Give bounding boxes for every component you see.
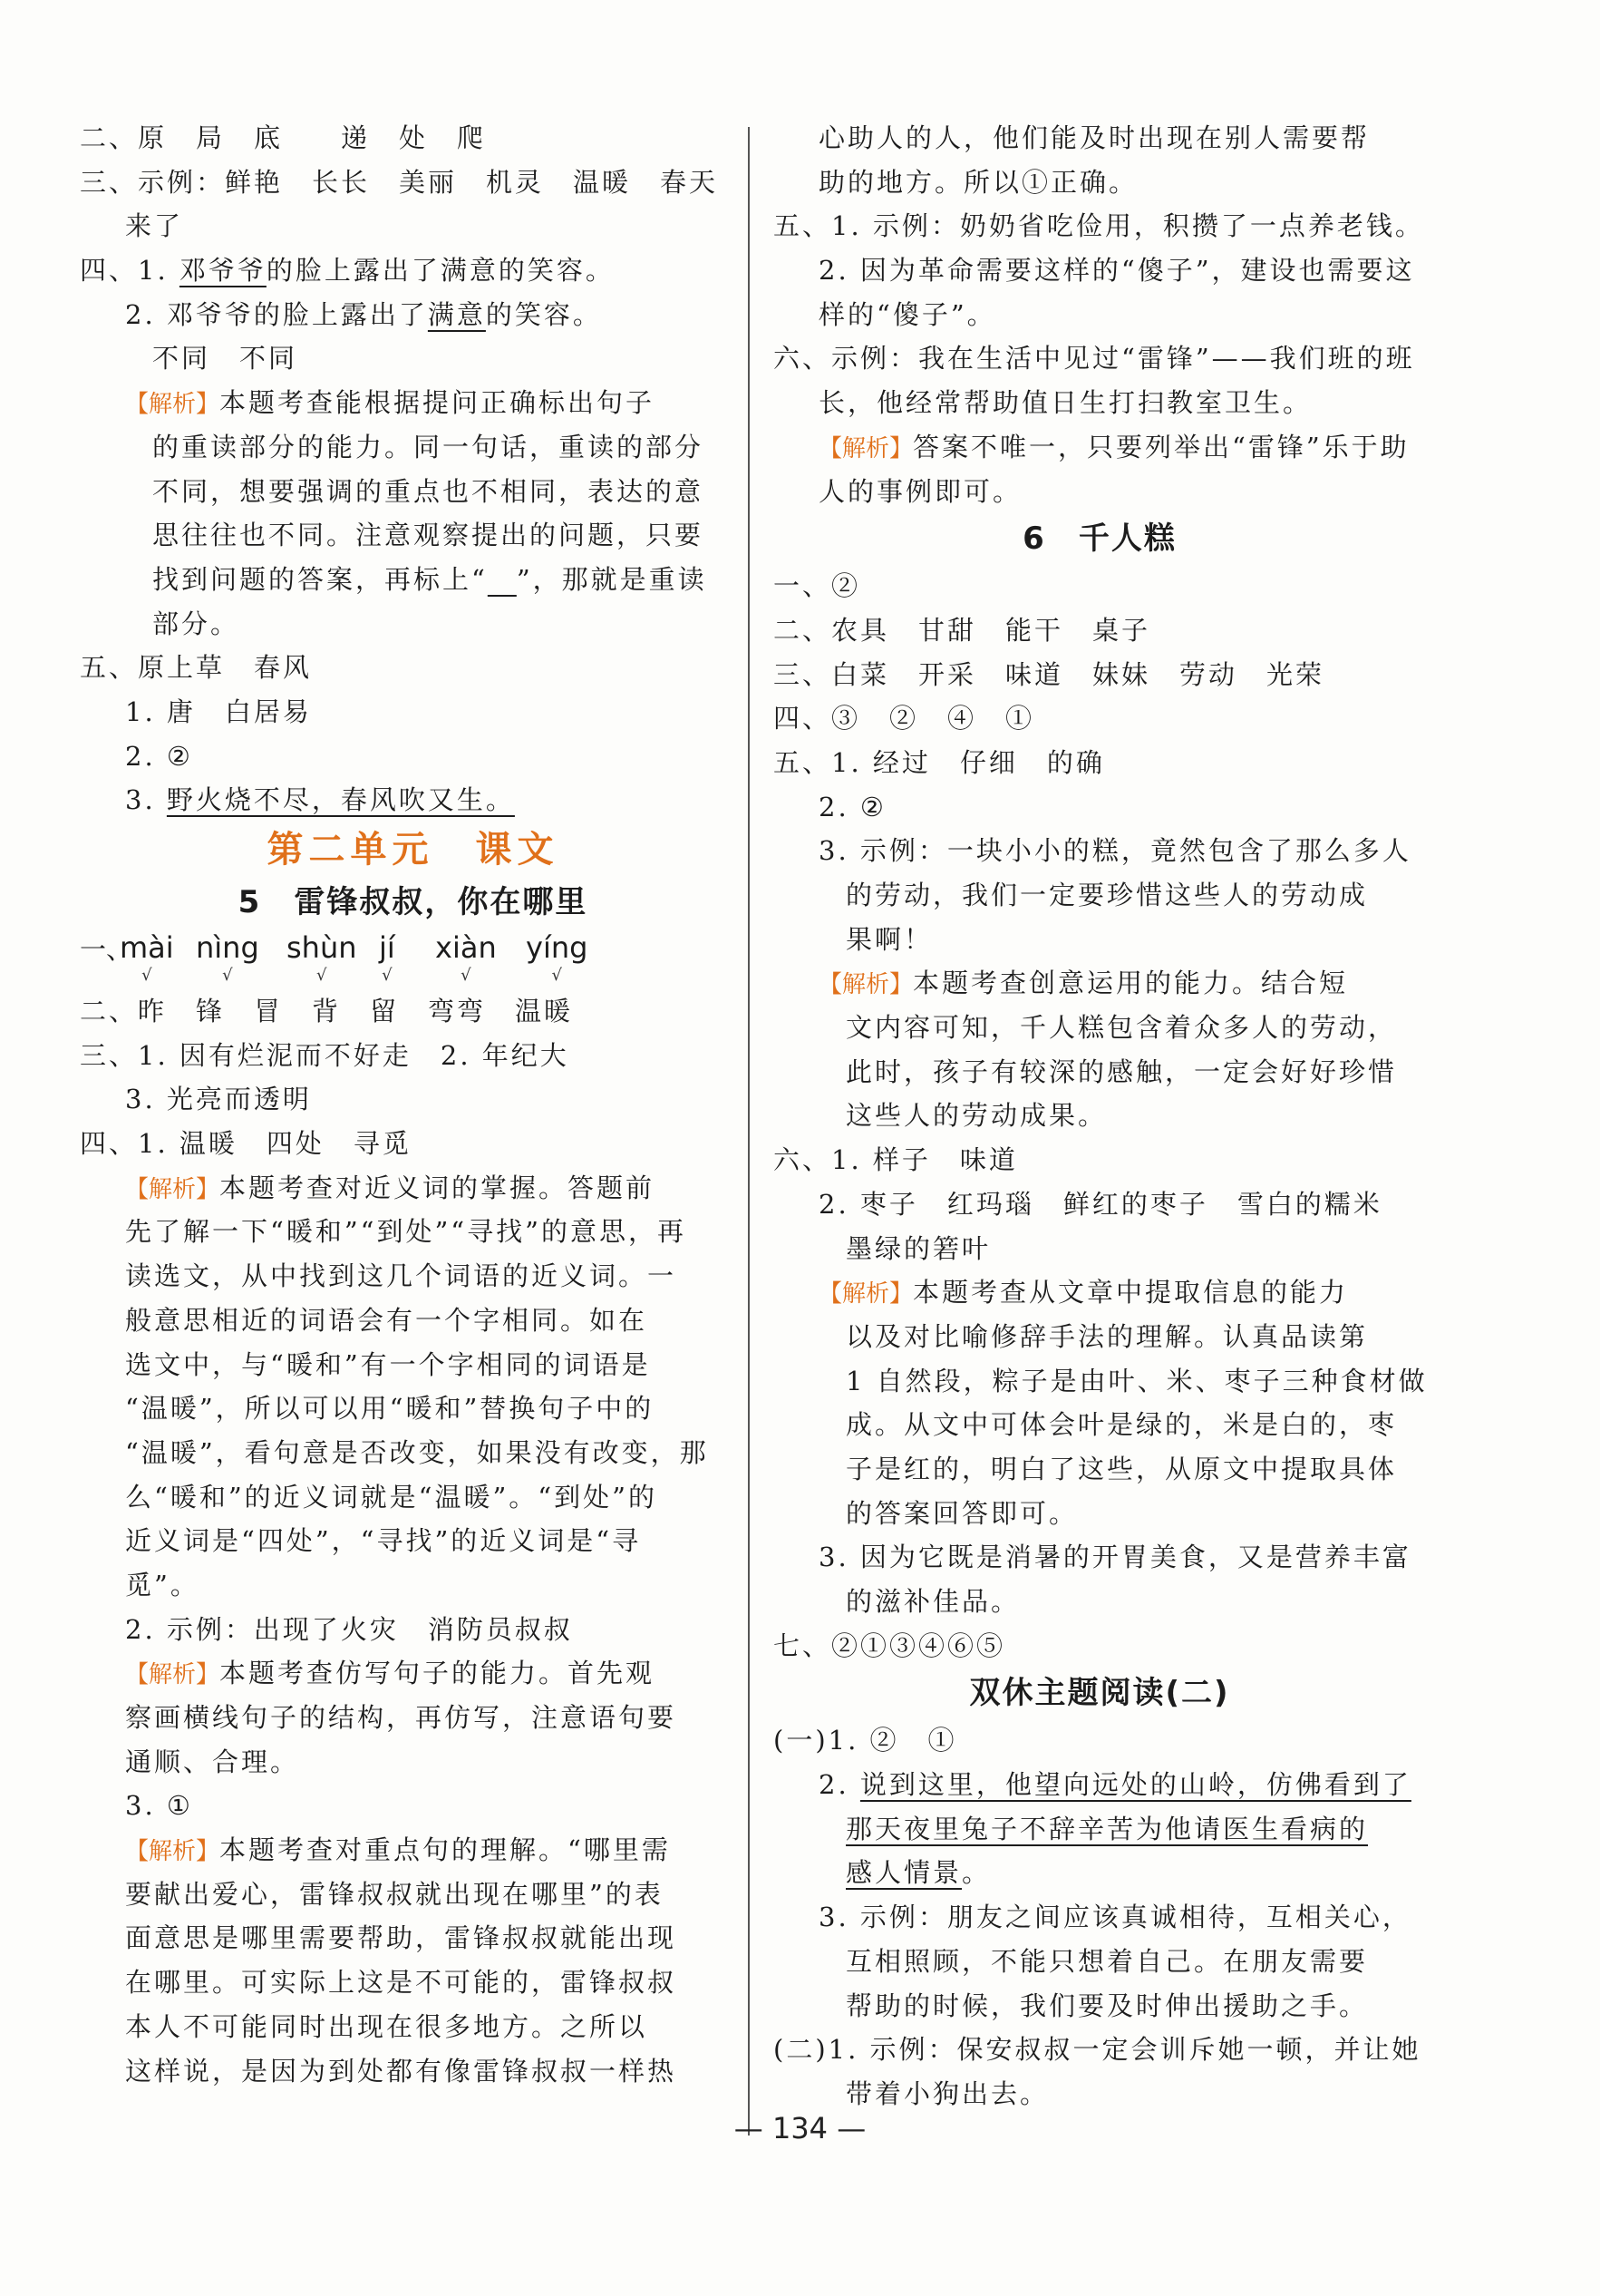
line-suffix: 的脸上露出了满意的笑容。: [266, 255, 615, 287]
answer-line: 带着小狗出去。: [846, 2077, 1050, 2109]
underline-mark: [488, 564, 517, 595]
answer-line: 三、1. 因有烂泥而不好走 2. 年纪大: [80, 1039, 569, 1071]
underlined-text: 那天夜里兔子不辞辛苦为他请医生看病的: [846, 1813, 1369, 1844]
analysis-line: 心助人的人，他们能及时出现在别人需要帮: [819, 122, 1371, 153]
analysis-tag: 【解析】: [125, 1175, 220, 1203]
analysis-line: 选文中，与“暖和”有一个字相同的词语是: [125, 1348, 651, 1380]
analysis-line: 通顺、合理。: [125, 1746, 300, 1777]
line-prefix: 3.: [125, 784, 167, 816]
analysis-line: 助的地方。所以①正确。: [819, 166, 1139, 198]
answer-line: 3. 示例：朋友之间应该真诚相待，互相关心，: [819, 1902, 1411, 1933]
analysis-tag: 【解析】: [819, 1280, 914, 1309]
analysis-tag: 【解析】: [125, 1838, 220, 1866]
answer-line: 3. 示例：一块小小的糕，竟然包含了那么多人: [819, 835, 1411, 867]
check-mark-icon: √: [461, 966, 471, 985]
pinyin-answer-row: [80, 928, 746, 989]
answer-line: 2. 示例：出现了火灾 消防员叔叔: [125, 1613, 573, 1645]
line-prefix: 四、1.: [80, 255, 179, 287]
question-number: 一、: [80, 934, 133, 965]
analysis-line: 近义词是“四处”，“寻找”的近义词是“寻: [125, 1525, 642, 1557]
analysis-line: 成。从文中可体会叶是绿的，米是白的，枣: [846, 1409, 1398, 1441]
analysis-line: 要献出爱心，雷锋叔叔就出现在哪里”的表: [125, 1878, 664, 1910]
reading-section-title: 双休主题阅读(二): [969, 1675, 1230, 1712]
analysis-line: 本人不可能同时出现在很多地方。之所以: [125, 2010, 648, 2042]
analysis-line: [773, 961, 1426, 1006]
analysis-line: 子是红的，明白了这些，从原文中提取具体: [846, 1453, 1398, 1484]
answer-line: (一)1. ② ①: [773, 1725, 957, 1756]
analysis-line: [80, 381, 746, 425]
answer-line: 三、白菜 开采 味道 妹妹 劳动 光荣: [773, 658, 1325, 690]
analysis-text: 本题考查创意运用的能力。结合短: [913, 968, 1349, 999]
answer-line: 五、1. 经过 仔细 的确: [773, 746, 1105, 778]
line-prefix: 2.: [819, 1769, 860, 1801]
line-suffix: 的笑容。: [485, 298, 602, 330]
analysis-line: 这些人的劳动成果。: [846, 1100, 1108, 1132]
analysis-line: 读选文，从中找到这几个词语的近义词。一: [125, 1260, 677, 1292]
answer-line: 的劳动，我们一定要珍惜这些人的劳动成: [846, 880, 1369, 910]
lesson-title: 6 千人糕: [1023, 520, 1177, 558]
answer-line: 果啊！: [846, 923, 934, 955]
analysis-line: 么“暖和”的近义词就是“温暖”。“到处”的: [125, 1481, 657, 1513]
answer-line: 帮助的时候，我们要及时伸出援助之手。: [846, 1990, 1369, 2021]
analysis-text: 本题考查从文章中提取信息的能力: [913, 1277, 1349, 1309]
analysis-line: 在哪里。可实际上这是不可能的，雷锋叔叔: [125, 1967, 677, 1999]
analysis-tag: 【解析】: [125, 1661, 220, 1689]
answer-line: 3. 光亮而透明: [125, 1084, 312, 1115]
pinyin-item: jí √: [379, 930, 395, 985]
analysis-line: 思往往也不同。注意观察提出的问题，只要: [152, 520, 704, 551]
answer-line: 2. 因为革命需要这样的“傻子”，建设也需要这: [819, 255, 1415, 287]
analysis-line: [80, 1828, 746, 1873]
analysis-line: 人的事例即可。: [819, 475, 1023, 507]
analysis-line: 的重读部分的能力。同一句话，重读的部分: [152, 431, 704, 462]
analysis-line: “温暖”，所以可以用“暖和”替换句子中的: [125, 1393, 655, 1425]
analysis-line: 觅”。: [125, 1569, 199, 1600]
answer-line: 五、原上草 春风: [80, 652, 313, 684]
answer-line: 2. 枣子 红玛瑙 鲜红的枣子 雪白的糯米: [819, 1188, 1382, 1220]
line-prefix: 找到问题的答案，再标上“: [152, 563, 488, 595]
analysis-tag: 【解析】: [819, 434, 914, 462]
analysis-line: [80, 1166, 746, 1211]
analysis-tag: 【解析】: [125, 391, 220, 419]
answer-line: 二、农具 甘甜 能干 桌子: [773, 614, 1151, 646]
analysis-line: “温暖”，看句意是否改变，如果没有改变，那: [125, 1436, 709, 1468]
answer-line: 二、昨 锋 冒 背 留 弯弯 温暖: [80, 996, 574, 1026]
answer-line: 四、③ ② ④ ①: [773, 703, 1035, 735]
answer-line: (二)1. 示例：保安叔叔一定会训斥她一顿，并让她: [773, 2034, 1421, 2066]
analysis-line: 部分。: [152, 608, 240, 639]
underlined-text: 野火烧不尽，春风吹又生。: [166, 784, 515, 816]
answer-line: 四、1. 温暖 四处 寻觅: [80, 1128, 412, 1160]
analysis-text: 本题考查仿写句子的能力。首先观: [219, 1658, 655, 1689]
check-mark-icon: √: [551, 966, 562, 985]
answer-line: 2. ②: [819, 791, 887, 822]
answer-line: [80, 778, 746, 822]
check-mark-icon: √: [316, 966, 327, 985]
answer-line: 五、1. 示例：奶奶省吃俭用，积攒了一点养老钱。: [773, 210, 1424, 242]
left-column: [80, 116, 746, 2093]
analysis-text: 本题考查对重点句的理解。“哪里需: [219, 1834, 671, 1866]
check-mark-icon: √: [141, 966, 152, 985]
analysis-line: 文内容可知，千人糕包含着众多人的劳动，: [846, 1012, 1398, 1044]
analysis-line: [80, 558, 746, 602]
analysis-tag: 【解析】: [819, 971, 914, 999]
line-suffix: 。: [962, 1857, 992, 1889]
analysis-line: 1 自然段，粽子是由叶、米、枣子三种食材做: [846, 1365, 1428, 1396]
answer-line: 六、示例：我在生活中见过“雷锋”——我们班的班: [773, 343, 1415, 375]
answer-line: 互相照顾，不能只想着自己。在朋友需要: [846, 1945, 1369, 1977]
analysis-line: 面意思是哪里需要帮助，雷锋叔叔就能出现: [125, 1922, 677, 1954]
analysis-line: 察画横线句子的结构，再仿写，注意语句要: [125, 1702, 677, 1733]
check-mark-icon: √: [222, 966, 233, 985]
right-column: [773, 116, 1426, 2116]
answer-line: 三、示例：鲜艳 长长 美丽 机灵 温暖 春天: [80, 166, 719, 198]
answer-line: [80, 293, 746, 337]
analysis-line: 以及对比喻修辞手法的理解。认真品读第: [846, 1320, 1369, 1352]
answer-line: 样的“傻子”。: [819, 298, 996, 330]
line-suffix: ”，那就是重读: [516, 563, 707, 595]
answer-line: 1. 唐 白居易: [125, 696, 312, 727]
answer-line: 不同 不同: [152, 343, 298, 375]
answer-line: [773, 1851, 1426, 1895]
answer-line: 一、②: [773, 570, 861, 602]
answer-line: 3. ①: [125, 1790, 193, 1822]
check-mark-icon: √: [382, 966, 393, 985]
answer-line: 七、②①③④⑥⑤: [773, 1630, 1006, 1661]
answer-line: 墨绿的箬叶: [846, 1232, 992, 1264]
analysis-text: 答案不唯一，只要列举出“雷锋”乐于助: [913, 431, 1410, 462]
answer-line: 的滋补佳品。: [846, 1586, 1021, 1617]
answer-line: [773, 1763, 1426, 1807]
pinyin-item: mài √: [120, 930, 174, 985]
page-number: — 134 —: [733, 2111, 867, 2145]
analysis-line: 的答案回答即可。: [846, 1497, 1079, 1529]
underlined-text: 满意: [427, 298, 486, 330]
analysis-line: [773, 425, 1426, 470]
answer-line: [80, 248, 746, 293]
answer-line: 2. ②: [125, 740, 193, 772]
pinyin-item: nìng √: [196, 930, 259, 985]
pinyin-item: yíng √: [526, 930, 588, 985]
analysis-line: 这样说，是因为到处都有像雷锋叔叔一样热: [125, 2055, 677, 2087]
analysis-line: 先了解一下“暖和”“到处”“寻找”的意思，再: [125, 1216, 686, 1248]
analysis-line: 此时，孩子有较深的感触，一定会好好珍惜: [846, 1056, 1398, 1087]
answer-line: 长，他经常帮助值日生打扫教室卫生。: [819, 387, 1313, 419]
answer-line: 来了: [125, 210, 184, 242]
answer-line: 六、1. 样子 味道: [773, 1144, 1018, 1176]
answer-line: [773, 1807, 1426, 1852]
analysis-text: 本题考查对近义词的掌握。答题前: [219, 1172, 655, 1203]
underlined-text: 感人情景: [846, 1857, 963, 1889]
pinyin-item: xiàn √: [435, 930, 497, 985]
pinyin-item: shùn √: [286, 930, 357, 985]
line-prefix: 2. 邓爷爷的脸上露出了: [125, 298, 428, 330]
analysis-line: [80, 1651, 746, 1696]
underlined-text: 说到这里，他望向远处的山岭，仿佛看到了: [859, 1769, 1411, 1801]
answer-line: 3. 因为它既是消暑的开胃美食，又是营养丰富: [819, 1542, 1411, 1573]
analysis-line: 般意思相近的词语会有一个字相同。如在: [125, 1304, 648, 1336]
lesson-title: 5 雷锋叔叔，你在哪里: [238, 884, 588, 920]
column-divider: [748, 127, 750, 2135]
analysis-line: [773, 1270, 1426, 1315]
unit-title: 第二单元 课文: [267, 828, 559, 871]
analysis-text: 本题考查能根据提问正确标出句子: [219, 387, 655, 419]
underlined-text: 邓爷爷: [179, 255, 267, 287]
answer-line: 二、原 局 底 递 处 爬: [80, 122, 487, 153]
analysis-line: 不同，想要强调的重点也不相同，表达的意: [152, 475, 704, 507]
